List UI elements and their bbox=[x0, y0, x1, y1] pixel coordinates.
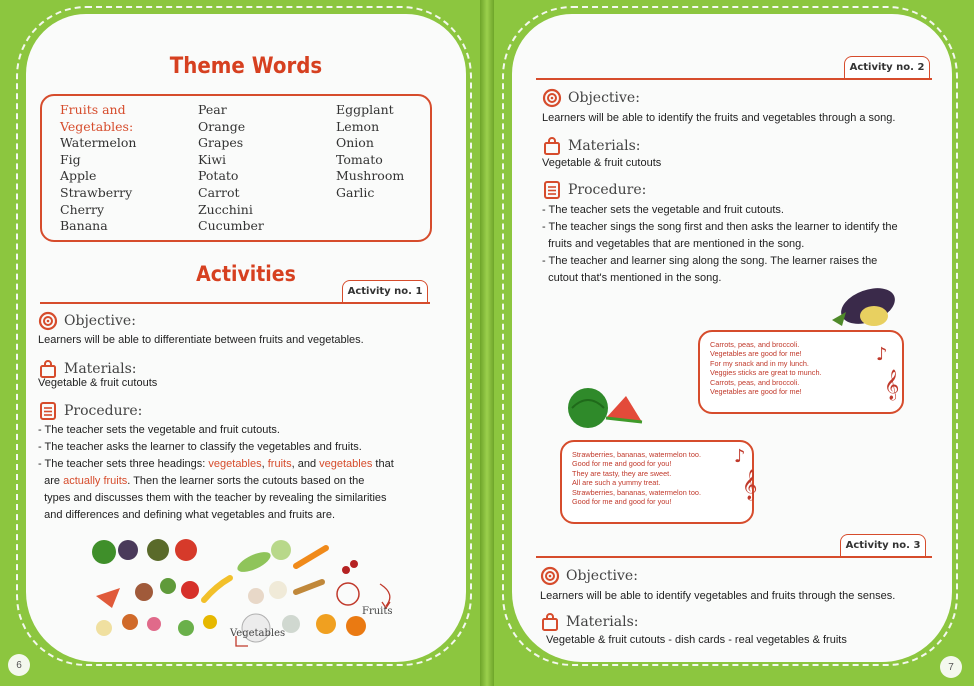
apple-icon bbox=[175, 539, 197, 561]
procedure-line bbox=[38, 473, 458, 490]
music-note-icon: ♪ bbox=[876, 344, 888, 365]
theme-heading-line-1: Fruits and bbox=[60, 102, 126, 117]
onion-icon bbox=[248, 588, 264, 604]
tangerine-icon bbox=[346, 616, 366, 636]
theme-word: Onion bbox=[336, 135, 374, 151]
song-line: For my snack and in my lunch. bbox=[710, 358, 809, 368]
materials-text: Vegetable & fruit cutouts bbox=[38, 377, 158, 389]
activity-1-rule bbox=[40, 302, 430, 304]
theme-word: Cucumber bbox=[198, 218, 264, 234]
song-line: Vegetables are good for me! bbox=[710, 387, 802, 397]
lemon-icon bbox=[203, 615, 217, 629]
song-line: Good for me and good for you! bbox=[572, 459, 672, 469]
watermelon-slice-icon bbox=[96, 588, 120, 608]
procedure-fragment: and differences and defining what vegetables and fruits are. bbox=[44, 509, 336, 521]
avocado-icon bbox=[147, 539, 169, 561]
zucchini-icon bbox=[235, 548, 274, 576]
theme-word: Cherry bbox=[60, 201, 105, 217]
song-line: Strawberries, bananas, watermelon too. bbox=[572, 450, 701, 459]
materials-text: Vegetable & fruit cutouts bbox=[542, 157, 662, 169]
cherry-icon bbox=[342, 566, 350, 574]
highlight-vegetables: vegetables bbox=[208, 458, 262, 470]
highlight-vegetables: vegetables bbox=[319, 458, 373, 470]
song-line: Veggies sticks are great to munch. bbox=[710, 368, 822, 378]
procedure-line bbox=[38, 507, 458, 524]
materials-label: Materials: bbox=[566, 614, 639, 630]
objective-heading bbox=[38, 311, 136, 331]
activity-2-tab: Activity no. 2 bbox=[844, 56, 930, 78]
theme-word: Grapes bbox=[198, 135, 244, 151]
theme-word: Zucchini bbox=[198, 201, 253, 217]
theme-word: Banana bbox=[60, 218, 108, 234]
objective-text: Learners will be able to identify vegetables and fruits through the senses. bbox=[540, 590, 896, 602]
objective-heading bbox=[542, 88, 640, 108]
orange-icon bbox=[122, 614, 138, 630]
song-line: Vegetables are good for me! bbox=[710, 349, 802, 359]
procedure-text bbox=[542, 202, 942, 287]
procedure-fragment: are bbox=[44, 475, 64, 487]
target-icon bbox=[38, 311, 58, 331]
procedure-line: - The teacher sings the song first and then asks the learner to identify the bbox=[542, 221, 898, 233]
page-number-right: 7 bbox=[940, 656, 962, 678]
carrot-icon bbox=[296, 548, 326, 566]
grape-icon bbox=[160, 578, 176, 594]
procedure-heading bbox=[38, 401, 142, 421]
theme-word: Apple bbox=[60, 168, 97, 184]
theme-word: Tomato bbox=[336, 151, 383, 167]
theme-heading-line-2: Vegetables: bbox=[60, 118, 134, 134]
objective-label: Objective: bbox=[568, 90, 640, 106]
watermelon-icon bbox=[564, 382, 644, 432]
cherry-icon bbox=[350, 560, 358, 568]
procedure-line bbox=[38, 456, 458, 473]
arrow-to-fruits bbox=[380, 584, 390, 606]
song-bubble-vegetables bbox=[698, 330, 904, 414]
vegetables-label: Vegetables bbox=[230, 628, 286, 639]
fruits-label: Fruits bbox=[362, 606, 393, 617]
mushroom-icon bbox=[269, 581, 287, 599]
theme-word: Watermelon bbox=[60, 135, 137, 151]
fig-icon bbox=[118, 540, 138, 560]
materials-text: Vegetable & fruit cutouts - dish cards - real vegetables & fruits bbox=[546, 634, 847, 646]
left-page bbox=[26, 14, 466, 662]
theme-word: Fig bbox=[60, 151, 81, 167]
pear-half-icon bbox=[96, 620, 112, 636]
song-line: They are tasty, they are sweet. bbox=[572, 468, 672, 478]
procedure-fragment: types and discusses them with the teacher by revealing the similarities bbox=[44, 492, 387, 504]
highlight-actually-fruits: actually fruits bbox=[63, 475, 128, 487]
activity-2-rule bbox=[536, 78, 932, 80]
procedure-label: Procedure: bbox=[568, 182, 647, 198]
activity-3-rule bbox=[536, 556, 932, 558]
materials-heading bbox=[540, 612, 639, 632]
song-line: Strawberries, bananas, watermelon too. bbox=[572, 487, 701, 497]
procedure-fragment: , and bbox=[291, 458, 320, 470]
right-page bbox=[512, 14, 952, 662]
theme-words-column-3 bbox=[336, 102, 404, 202]
potato-icon bbox=[296, 582, 322, 592]
procedure-fragment: cutout that's mentioned in the song. bbox=[548, 272, 722, 284]
song-bubble-fruits bbox=[560, 440, 754, 524]
fig-half-icon bbox=[135, 583, 153, 601]
theme-word: Garlic bbox=[336, 184, 375, 200]
pear-icon bbox=[178, 620, 194, 636]
procedure-fragment: that bbox=[372, 458, 394, 470]
procedure-label: Procedure: bbox=[64, 403, 143, 419]
theme-words-column-2 bbox=[198, 102, 264, 235]
target-icon bbox=[542, 88, 562, 108]
song-line: Carrots, peas, and broccoli. bbox=[710, 377, 800, 387]
materials-label: Materials: bbox=[568, 138, 641, 154]
checklist-icon bbox=[38, 401, 58, 421]
procedure-line: - The teacher sets the vegetable and fruit cutouts. bbox=[542, 204, 784, 216]
objective-text: Learners will be able to differentiate between fruits and vegetables. bbox=[38, 334, 364, 346]
theme-word: Kiwi bbox=[198, 151, 227, 167]
objective-text: Learners will be able to identify the fruits and vegetables through a song. bbox=[542, 112, 896, 124]
theme-word: Pear bbox=[198, 102, 227, 117]
lettuce-icon bbox=[271, 540, 291, 560]
peach-icon bbox=[147, 617, 161, 631]
orange-slice-icon bbox=[316, 614, 336, 634]
music-note-icon: ♪ bbox=[734, 446, 746, 467]
procedure-text bbox=[38, 422, 458, 524]
eggplant-icon bbox=[822, 282, 902, 334]
sort-circle bbox=[337, 583, 359, 605]
highlight-fruits: fruits bbox=[267, 458, 292, 470]
bag-icon bbox=[542, 136, 562, 156]
theme-word: Orange bbox=[198, 118, 246, 134]
procedure-fragment: , bbox=[261, 458, 268, 470]
theme-words-column-1 bbox=[60, 102, 136, 235]
page-number-left: 6 bbox=[8, 654, 30, 676]
theme-word: Carrot bbox=[198, 184, 240, 200]
song-line: Carrots, peas, and broccoli. bbox=[710, 340, 800, 349]
theme-word: Strawberry bbox=[60, 184, 133, 200]
theme-word: Potato bbox=[198, 168, 239, 184]
objective-heading bbox=[540, 566, 638, 586]
treble-clef-icon: 𝄞 bbox=[884, 370, 900, 400]
materials-heading bbox=[542, 136, 641, 156]
theme-word: Eggplant bbox=[336, 102, 394, 117]
objective-label: Objective: bbox=[566, 568, 638, 584]
checklist-icon bbox=[542, 180, 562, 200]
theme-words-title: Theme Words bbox=[169, 54, 323, 79]
procedure-line: - The teacher and learner sing along the song. The learner raises the bbox=[542, 255, 878, 267]
objective-label: Objective: bbox=[64, 313, 136, 329]
procedure-fragment: fruits and vegetables that are mentioned in the song. bbox=[548, 238, 805, 250]
activity-3-tab: Activity no. 3 bbox=[840, 534, 926, 556]
song-line: Good for me and good for you! bbox=[572, 497, 672, 507]
materials-label: Materials: bbox=[64, 361, 137, 377]
strawberry-icon bbox=[181, 581, 199, 599]
book-gutter bbox=[480, 0, 494, 686]
procedure-heading bbox=[542, 180, 646, 200]
procedure-line: - The teacher asks the learner to classify the vegetables and fruits. bbox=[38, 441, 362, 453]
procedure-line bbox=[38, 490, 458, 507]
procedure-fragment: - The teacher sets three headings: bbox=[38, 458, 209, 470]
theme-word: Lemon bbox=[336, 118, 380, 134]
procedure-fragment: . Then the learner sorts the cutouts based on the bbox=[127, 475, 365, 487]
cabbage-icon bbox=[92, 540, 116, 564]
theme-words-box bbox=[40, 94, 432, 242]
bag-icon bbox=[540, 612, 560, 632]
procedure-line: - The teacher sets the vegetable and fruit cutouts. bbox=[38, 424, 280, 436]
song-line: All are such a yummy treat. bbox=[572, 478, 661, 488]
banana-icon bbox=[204, 578, 230, 600]
treble-clef-icon: 𝄞 bbox=[742, 470, 758, 500]
procedure-line bbox=[542, 236, 942, 253]
target-icon bbox=[540, 566, 560, 586]
activity-1-tab: Activity no. 1 bbox=[342, 280, 428, 302]
theme-word: Mushroom bbox=[336, 168, 405, 184]
activities-title: Activities bbox=[196, 262, 296, 286]
